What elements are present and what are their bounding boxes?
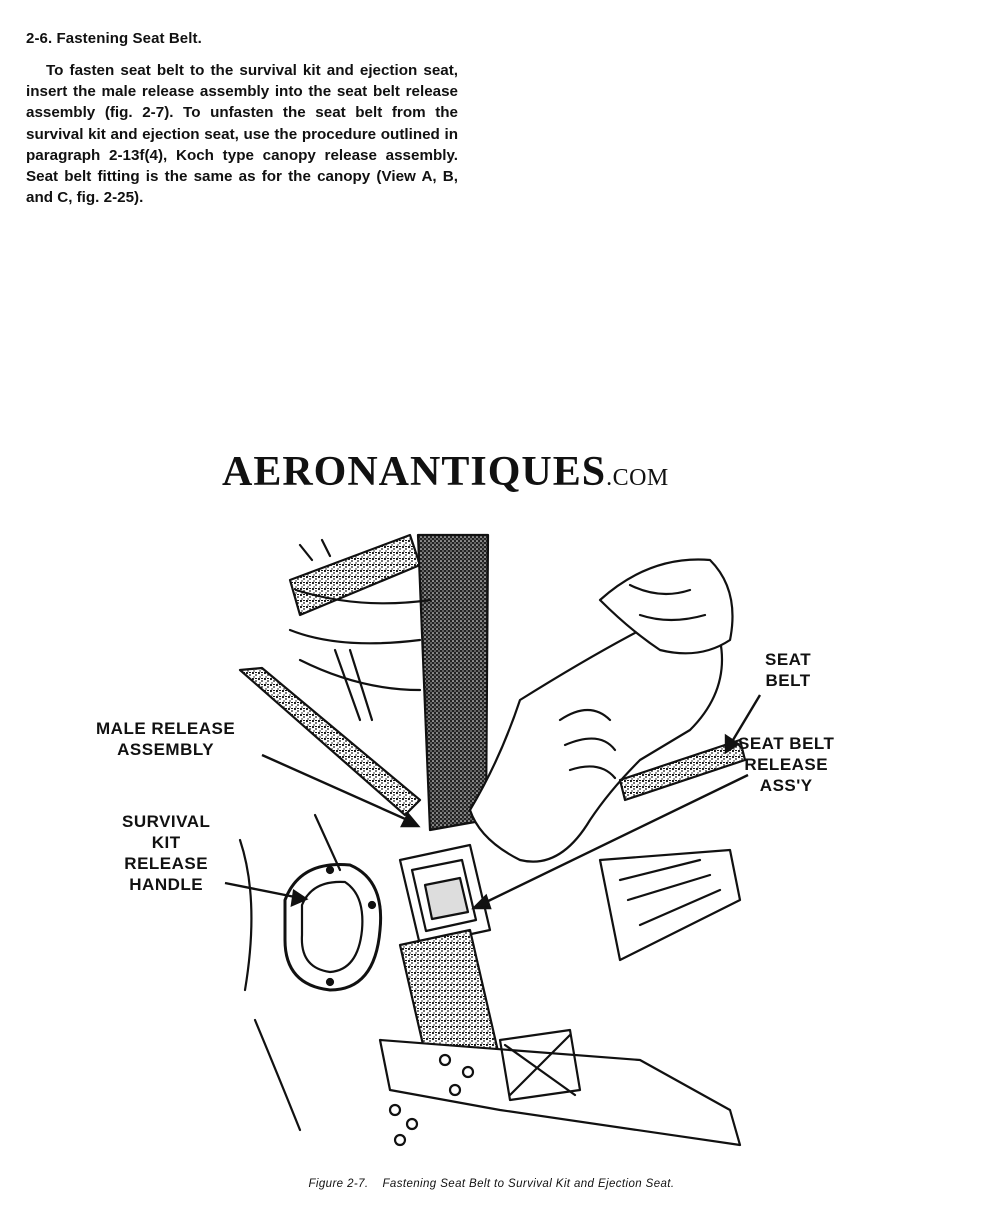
callout-line: MALE RELEASE [96, 719, 236, 738]
callout-line: SEAT BELT [738, 734, 835, 753]
figure-caption [0, 1178, 983, 1190]
callout-line: RELEASE [744, 755, 829, 774]
callout-line: BELT [765, 671, 811, 690]
caption-number: Figure 2-7. [308, 1178, 369, 1190]
callout-line: HANDLE [129, 875, 204, 894]
callout-line: KIT [151, 833, 181, 852]
callout-seat-belt-release-assy [738, 733, 834, 796]
watermark-brand: AERONANTIQUES [222, 449, 607, 495]
watermark-domain: .COM [606, 465, 669, 491]
callout-line: SURVIVAL [122, 812, 211, 831]
section-body: To fasten seat belt to the survival kit and ejection seat, insert the male release assembly into the seat belt release assembly (fig. 2-7). To unfasten the seat belt from the survival kit and ejection seat, use the procedure outlined in paragraph 2-13f(4), Koch type canopy release assembly. Seat belt fitting is the same as for the canopy (View A, B, and C, fig. 2-25). [26, 62, 458, 207]
callout-line: ASSEMBLY [117, 740, 215, 759]
callout-seat-belt [765, 649, 811, 691]
callout-line: ASS'Y [759, 776, 813, 795]
section-heading: 2-6. Fastening Seat Belt. [26, 30, 202, 47]
caption-title: Fastening Seat Belt to Survival Kit and Ejection Seat. [382, 1178, 675, 1190]
callout-line: RELEASE [124, 854, 209, 873]
callout-line: SEAT [765, 650, 812, 669]
callout-male-release-assembly [96, 718, 235, 760]
callout-survival-kit-release-handle [122, 811, 210, 895]
